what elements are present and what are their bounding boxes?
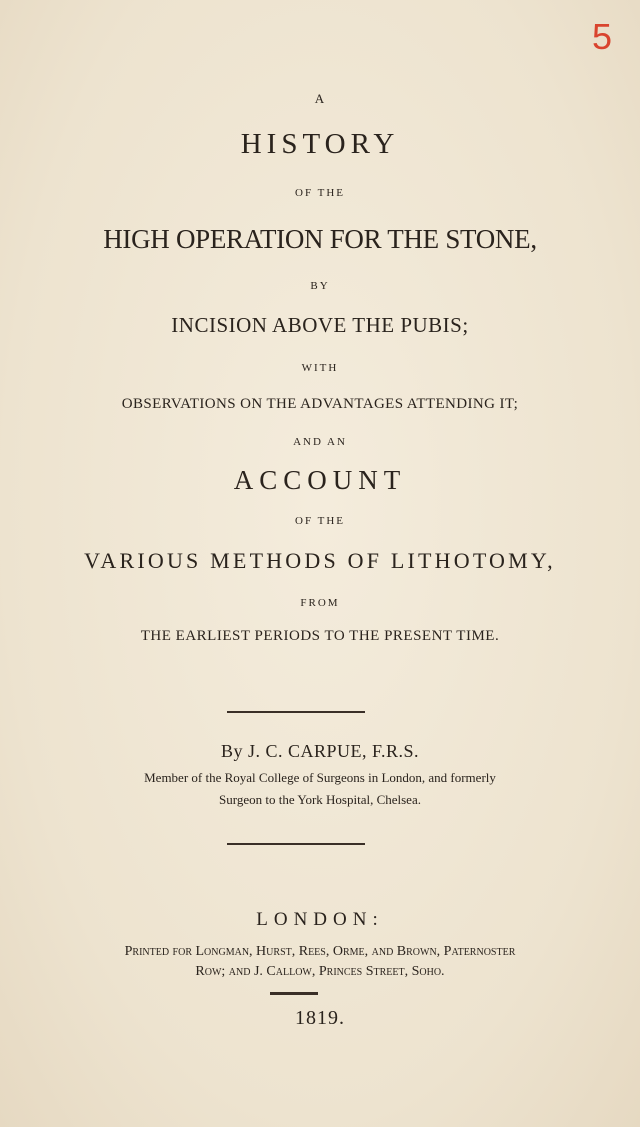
divider-rule-2 [227, 843, 365, 845]
author-by-line: By J. C. CARPUE, F.R.S. [220, 741, 420, 761]
imprint-printed-1: Printed for Longman, Hurst, Rees, Orme, and Brown, Paternoster [124, 944, 516, 959]
title-from: FROM [300, 597, 340, 609]
folio-number: 5 [591, 16, 612, 57]
title-observations: OBSERVATIONS ON THE ADVANTAGES ATTENDING IT; [121, 396, 519, 412]
author-credential-1: Member of the Royal College of Surgeons in London, and formerly [144, 770, 496, 785]
imprint-year: 1819. [295, 1007, 345, 1029]
title-by: BY [310, 280, 330, 292]
divider-rule-1 [227, 711, 365, 713]
author-credential-2: Surgeon to the York Hospital, Chelsea. [219, 792, 421, 807]
title-high-operation: HIGH OPERATION FOR THE STONE, [103, 224, 537, 254]
title-account: ACCOUNT [233, 465, 407, 495]
title-with: WITH [301, 362, 339, 374]
imprint-place: LONDON: [256, 909, 384, 930]
title-incision: INCISION ABOVE THE PUBIS; [171, 313, 469, 337]
divider-rule-3 [270, 992, 318, 995]
title-and-an: AND AN [293, 436, 347, 448]
title-article: A [314, 91, 326, 106]
title-of-the-2: OF THE [295, 515, 345, 527]
title-history: HISTORY [240, 128, 400, 160]
title-earliest-periods: THE EARLIEST PERIODS TO THE PRESENT TIME. [140, 628, 500, 644]
title-of-the-1: OF THE [295, 187, 345, 199]
title-various-methods: VARIOUS METHODS OF LITHOTOMY, [84, 548, 556, 573]
imprint-printed-2: Row; and J. Callow, Princes Street, Soho. [195, 964, 445, 979]
